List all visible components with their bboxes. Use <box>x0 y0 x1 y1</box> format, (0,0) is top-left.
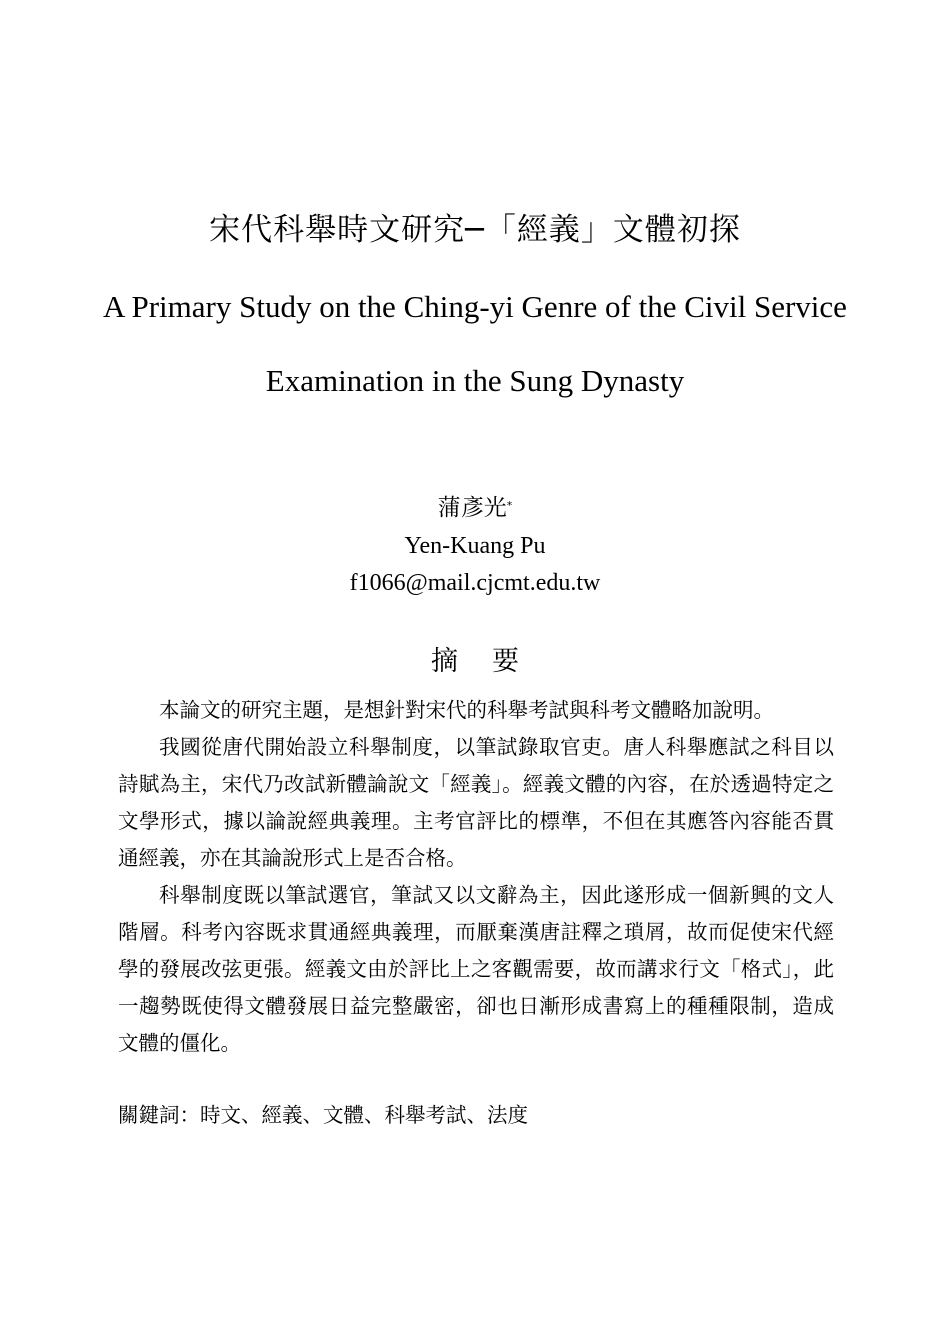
title-chinese: 宋代科舉時文研究─「經義」文體初探 <box>209 212 741 248</box>
abstract-heading: 摘要 <box>431 646 553 677</box>
abstract-paragraph: 本論文的研究主題，是想針對宋代的科舉考試與科考文體略加說明。 <box>159 698 774 722</box>
author-name-chinese <box>0 490 950 526</box>
author-name-chinese-text: 蒲彥光 <box>437 495 507 521</box>
author-name-english: Yen-Kuang Pu <box>404 533 546 559</box>
abstract-paragraph: 我國從唐代開始設立科舉制度，以筆試錄取官吏。唐人科舉應試之科目以詩賦為主，宋代乃改試新體論說文「經義」。經義文體的內容，在於透過特定之文學形式，據以論說經典義理。主考官評比的標準，不但在其應答內容能否貫通經義，亦在其論說形式上是否合格。 <box>118 735 834 870</box>
title-english: A Primary Study on the Ching-yi Genre of the Civil Service Examination in the Sung Dynasty <box>103 289 847 398</box>
abstract-paragraph: 科舉制度既以筆試選官，筆試又以文辭為主，因此遂形成一個新興的文人階層。科考內容既求貫通經典義理，而厭棄漢唐註釋之瑣屑，故而促使宋代經學的發展改弦更張。經義文由於評比上之客觀需要，故而講求行文「格式」，此一趨勢既使得文體發展日益完整嚴密，卻也日漸形成書寫上的種種限制，造成文體的僵化。 <box>118 883 834 1055</box>
keywords: 關鍵詞：時文、經義、文體、科舉考試、法度 <box>118 1103 528 1127</box>
footnote-mark: * <box>506 499 513 512</box>
author-email: f1066@mail.cjcmt.edu.tw <box>349 570 601 596</box>
abstract-body <box>118 692 834 1062</box>
